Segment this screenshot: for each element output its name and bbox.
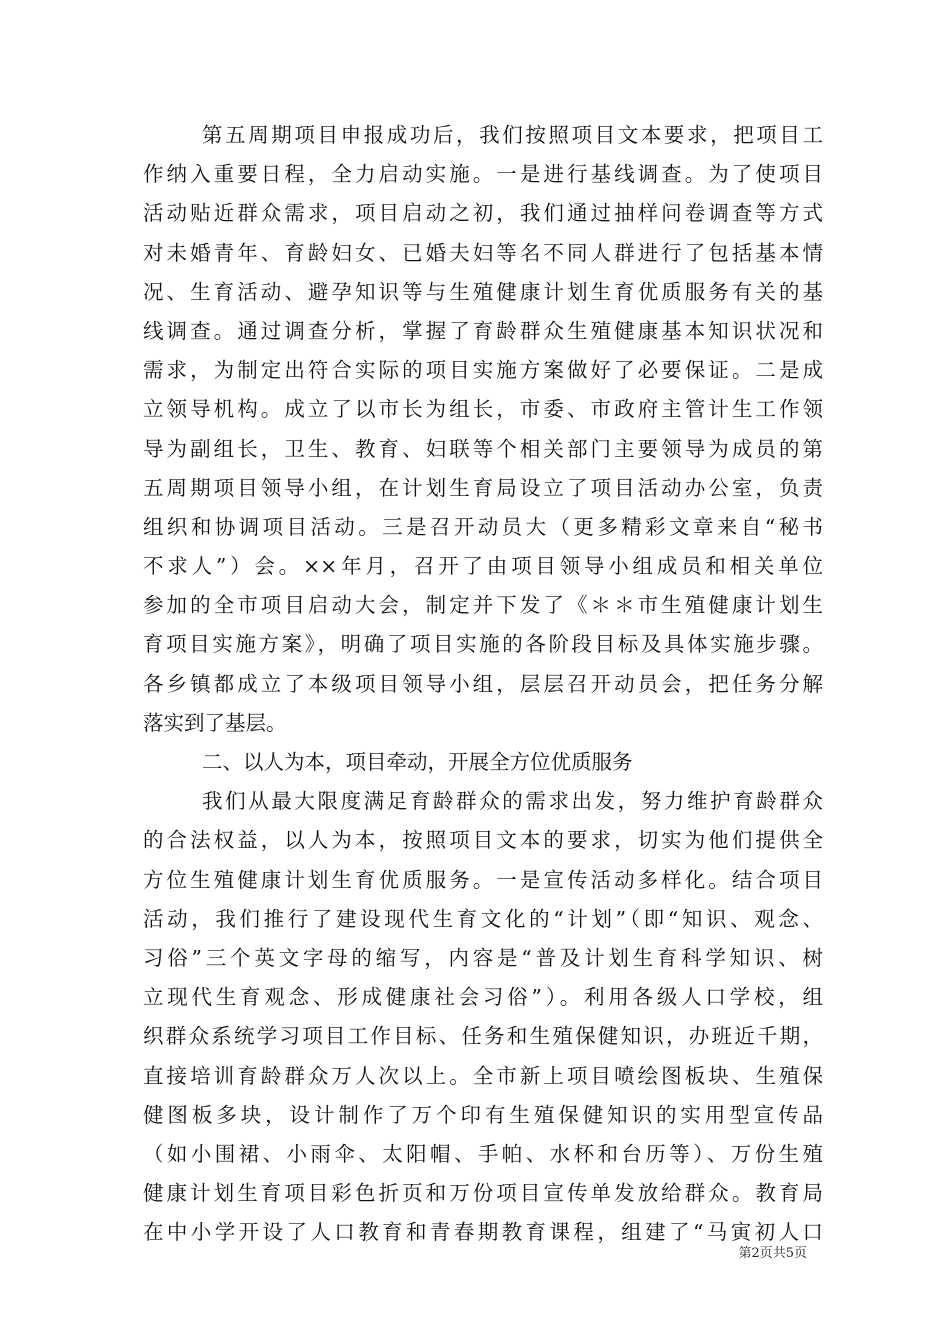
- text-line: 第五周期项目申报成功后，我们按照项目文本要求，把项目工: [202, 123, 823, 147]
- text-line: 健康计划生育项目彩色折页和万份项目宣传单发放给群众。教育局: [143, 1181, 823, 1206]
- text-line: 活动，我们推行了建设现代生育文化的“计划”（即“知识、观念、: [143, 906, 823, 931]
- text-line: 五周期项目领导小组，在计划生育局设立了项目活动办公室，负责: [143, 475, 823, 500]
- text-line: 的合法权益，以人为本，按照项目文本的要求，切实为他们提供全: [143, 828, 823, 853]
- text-line: 立现代生育观念、形成健康社会习俗”）。利用各级人口学校，组: [143, 985, 823, 1010]
- text-line: 况、生育活动、避孕知识等与生殖健康计划生育优质服务有关的基: [143, 279, 823, 304]
- text-line: 活动贴近群众需求，项目启动之初，我们通过抽样问卷调查等方式: [143, 201, 823, 226]
- text-line: 织群众系统学习项目工作目标、任务和生殖保健知识，办班近千期，: [143, 1024, 823, 1049]
- section-heading: 二、以人为本，项目牵动，开展全方位优质服务: [202, 750, 633, 774]
- text-line: 组织和协调项目活动。三是召开动员大（更多精彩文章来自“秘书: [143, 514, 823, 539]
- text-line: （如小围裙、小雨伞、太阳帽、手帕、水杯和台历等）、万份生殖: [143, 1141, 823, 1166]
- page-number-footer: 第2页共5页: [738, 1246, 807, 1261]
- text-line: 各乡镇都成立了本级项目领导小组，层层召开动员会，把任务分解: [143, 671, 823, 696]
- text-line: 立领导机构。成立了以市长为组长，市委、市政府主管计生工作领: [143, 397, 823, 422]
- text-line: 落实到了基层。: [143, 710, 287, 735]
- text-line: 健图板多块，设计制作了万个印有生殖保健知识的实用型宣传品: [143, 1102, 823, 1127]
- text-line: 习俗”三个英文字母的缩写，内容是“普及计划生育科学知识、树: [143, 945, 823, 970]
- text-line: 直接培训育龄群众万人次以上。全市新上项目喷绘图板块、生殖保: [143, 1063, 823, 1088]
- text-line: 需求，为制定出符合实际的项目实施方案做好了必要保证。二是成: [143, 358, 823, 383]
- text-line: 不求人”）会。××年月，召开了由项目领导小组成员和相关单位: [143, 554, 823, 579]
- text-line: 导为副组长，卫生、教育、妇联等个相关部门主要领导为成员的第: [143, 436, 823, 461]
- text-line: 对未婚青年、育龄妇女、已婚夫妇等名不同人群进行了包括基本情: [143, 240, 823, 265]
- text-line: 作纳入重要日程，全力启动实施。一是进行基线调查。为了使项目: [143, 162, 823, 187]
- text-line: 育项目实施方案》，明确了项目实施的各阶段目标及具体实施步骤。: [143, 632, 823, 657]
- text-line: 在中小学开设了人口教育和青春期教育课程，组建了“马寅初人口: [143, 1220, 823, 1245]
- text-line: 方位生殖健康计划生育优质服务。一是宣传活动多样化。结合项目: [143, 867, 823, 892]
- text-line: 参加的全市项目启动大会，制定并下发了《＊＊市生殖健康计划生: [143, 593, 823, 618]
- text-line: 我们从最大限度满足育龄群众的需求出发，努力维护育龄群众: [202, 789, 823, 814]
- text-line: 线调查。通过调查分析，掌握了育龄群众生殖健康基本知识状况和: [143, 318, 823, 343]
- document-body: [143, 116, 823, 1252]
